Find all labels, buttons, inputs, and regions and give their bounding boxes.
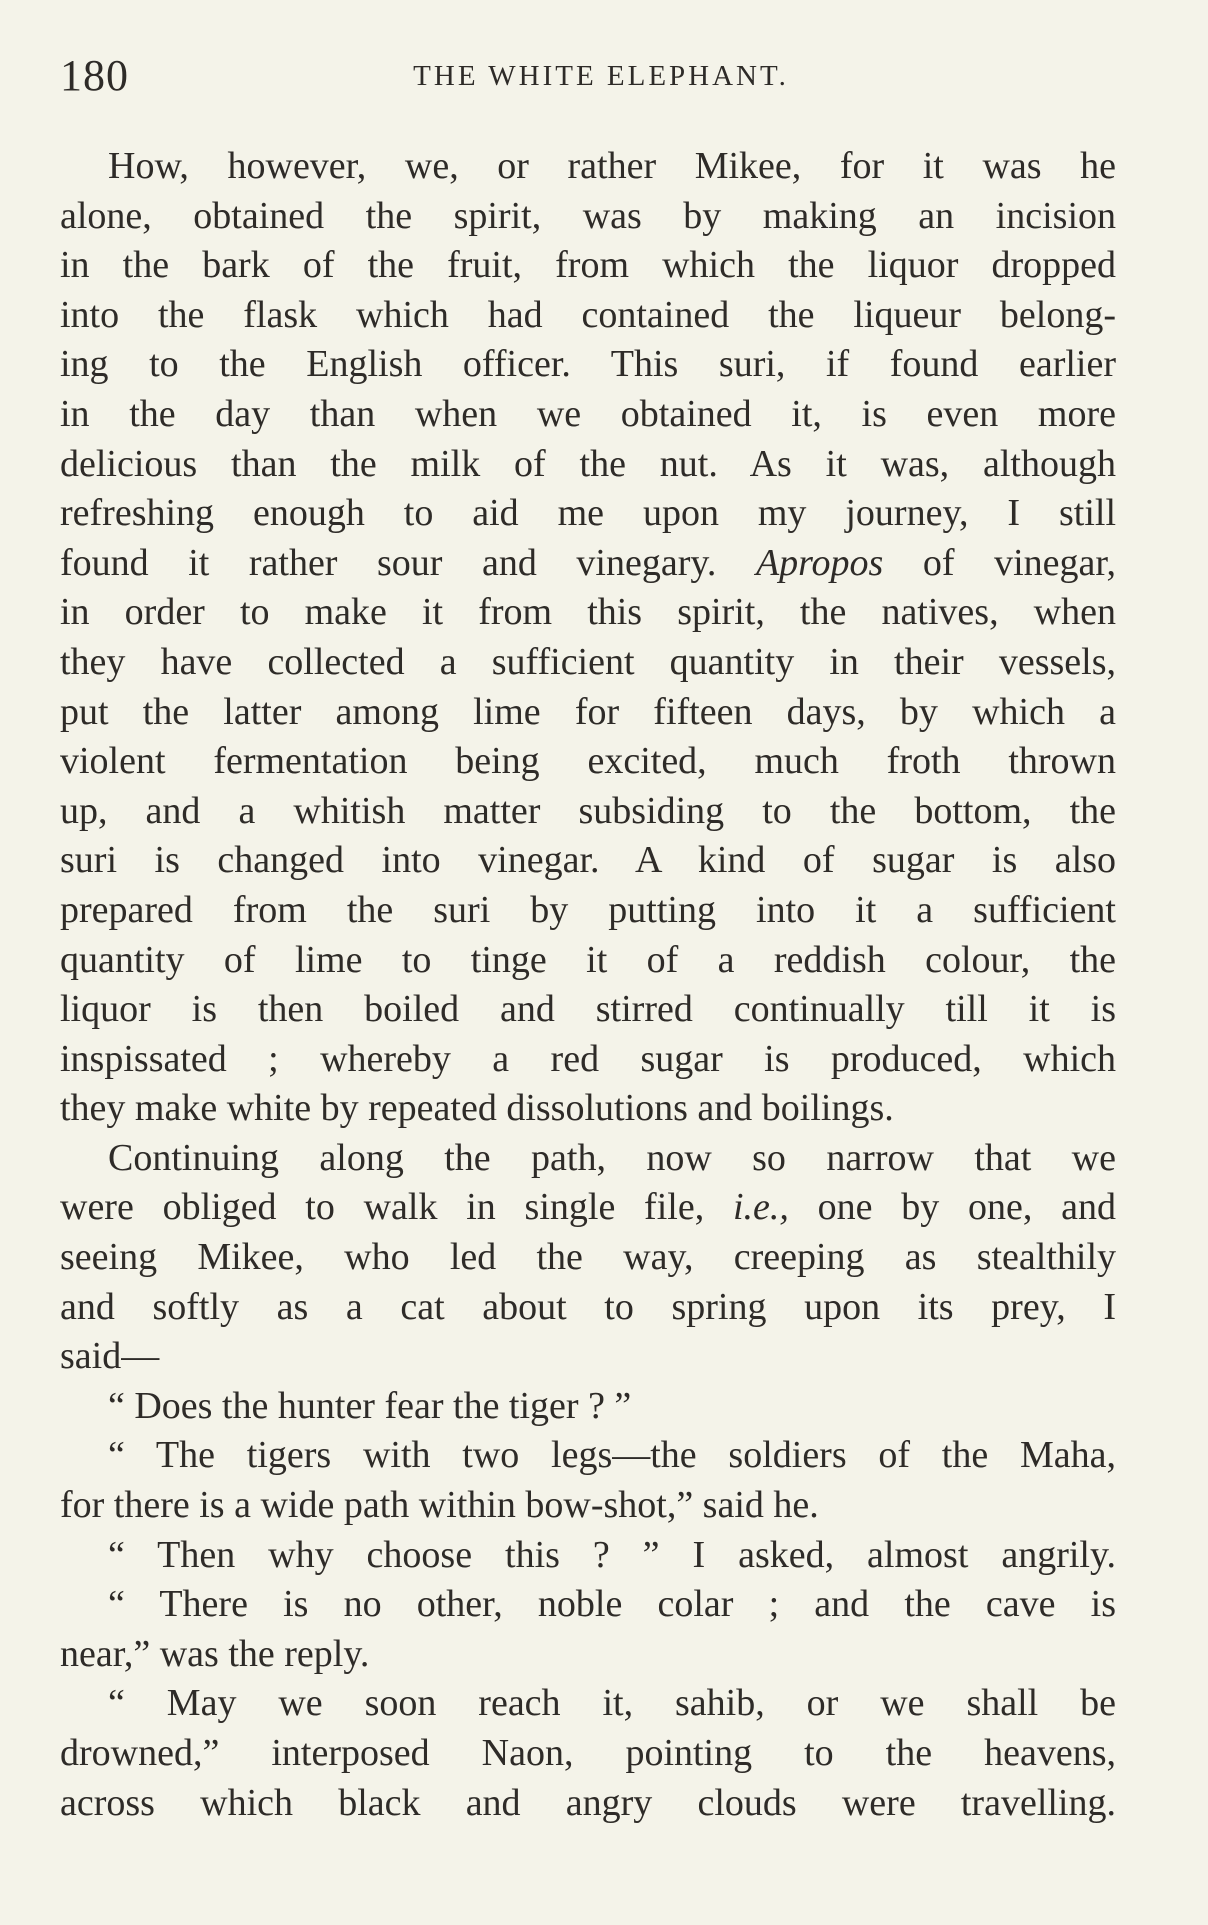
text-segment: found it rather sour and vinegary. <box>60 541 717 584</box>
text-line: up, and a whitish matter subsiding to the bottom, the <box>60 789 1116 832</box>
text-line: “ There is no other, noble colar ; and the cave is <box>108 1583 1116 1626</box>
text-line: said— <box>60 1335 160 1378</box>
text-line: across which black and angry clouds were travelling. <box>60 1781 1116 1824</box>
italic-text: i.e., <box>732 1186 789 1229</box>
text-line <box>60 1183 1116 1233</box>
text-line: “ May we soon reach it, sahib, or we shall be <box>108 1682 1116 1725</box>
text-line: in the day than when we obtained it, is even more <box>60 392 1116 435</box>
page-header <box>60 50 1122 110</box>
text-line: seeing Mikee, who led the way, creeping as stealthily <box>60 1236 1116 1279</box>
text-line: alone, obtained the spirit, was by making an incision <box>60 194 1116 237</box>
text-line: prepared from the suri by putting into it a sufficient <box>60 888 1116 931</box>
text-segment: were obliged to walk in single file, <box>60 1186 705 1229</box>
body-text <box>60 142 1116 1828</box>
text-line: Continuing along the path, now so narrow that we <box>108 1136 1116 1179</box>
text-line: delicious than the milk of the nut. As it was, although <box>60 442 1116 485</box>
text-line: for there is a wide path within bow-shot,” said he. <box>60 1484 819 1527</box>
text-segment: one by one, and <box>817 1186 1116 1229</box>
text-line: near,” was the reply. <box>60 1632 370 1675</box>
text-line <box>60 539 1116 589</box>
text-line: ing to the English officer. This suri, if found earlier <box>60 343 1116 386</box>
text-line: suri is changed into vinegar. A kind of sugar is also <box>60 839 1116 882</box>
text-line: “ Then why choose this ? ” I asked, almost angrily. <box>108 1533 1116 1576</box>
text-line: into the flask which had contained the liqueur belong- <box>60 293 1116 336</box>
text-line: they make white by repeated dissolutions and boilings. <box>60 1087 894 1130</box>
text-line: “ Does the hunter fear the tiger ? ” <box>108 1384 632 1427</box>
text-line: violent fermentation being excited, much froth thrown <box>60 740 1116 783</box>
text-line: in order to make it from this spirit, the natives, when <box>60 591 1116 634</box>
page-number: 180 <box>60 51 129 100</box>
text-line: “ The tigers with two legs—the soldiers of the Maha, <box>108 1434 1116 1477</box>
text-line: quantity of lime to tinge it of a reddish colour, the <box>60 938 1116 981</box>
text-line: How, however, we, or rather Mikee, for it was he <box>108 145 1116 187</box>
text-line: liquor is then boiled and stirred continually till it is <box>60 988 1116 1031</box>
text-segment: of vinegar, <box>922 541 1116 584</box>
text-line: and softly as a cat about to spring upon its prey, I <box>60 1285 1116 1328</box>
text-line: they have collected a sufficient quantity in their vessels, <box>60 640 1116 683</box>
text-line: drowned,” interposed Naon, pointing to the heavens, <box>60 1732 1116 1774</box>
text-line: in the bark of the fruit, from which the liquor dropped <box>60 244 1116 287</box>
text-line: refreshing enough to aid me upon my journey, I still <box>60 492 1116 535</box>
italic-text: Apropos <box>755 541 884 584</box>
text-line: put the latter among lime for fifteen days, by which a <box>60 690 1116 733</box>
running-title: THE WHITE ELEPHANT. <box>413 60 789 92</box>
text-line: inspissated ; whereby a red sugar is produced, which <box>60 1037 1116 1080</box>
